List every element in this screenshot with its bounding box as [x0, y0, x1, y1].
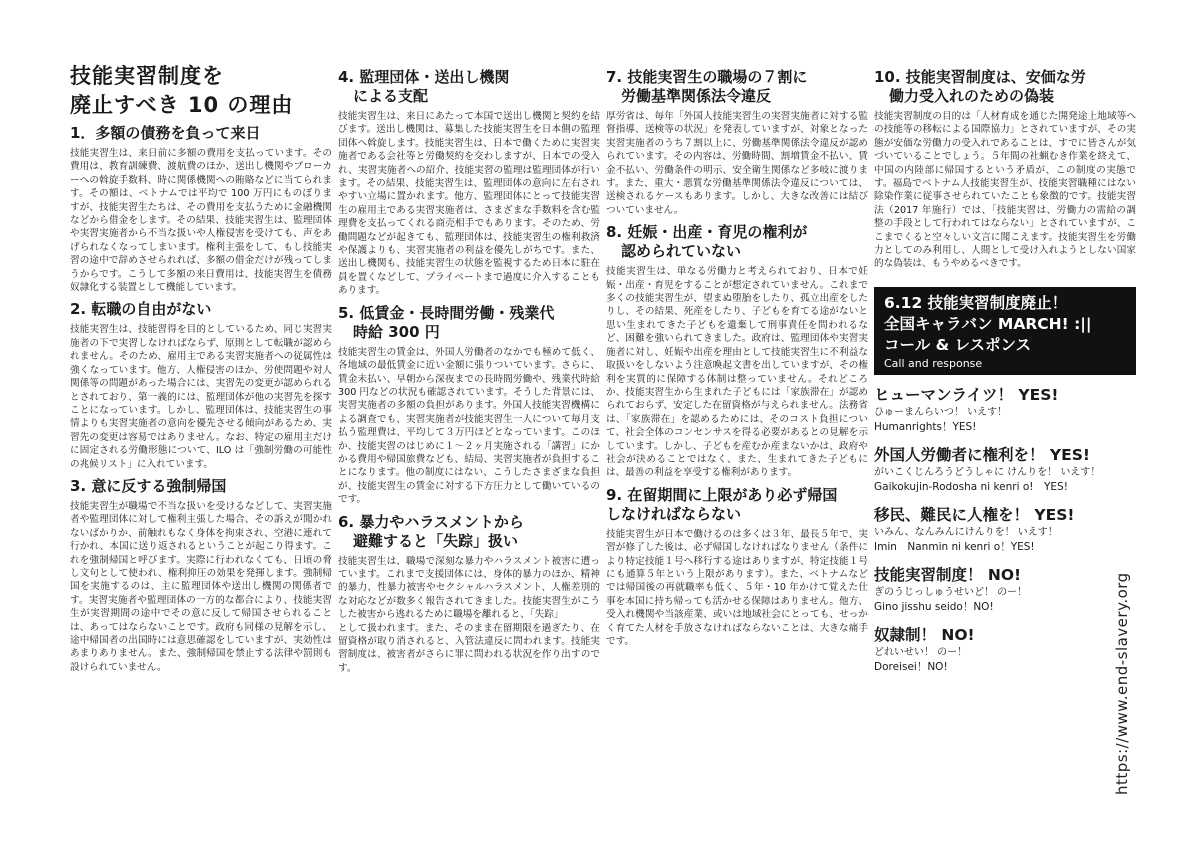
section-2-body: 技能実習生は、技能習得を目的としているため、同じ実習実施者の下で実習しなければならず、原則として転職が認められません。そのため、雇用主である実習実施者への従属性は強くなっています。他方、人権侵害のほか、労使問題や対人関係等の問題があった場合には、実習先の変更が認められるとされており、第一義的には、監理団体が他の実習先を探すことになっています。しかし、監理団体は、技能実習生の事情よりも実習実施者の意向を優先させる傾向があるため、実習先の変更は容易ではありません。なお、特定の雇用主だけに固定される労働形態について、ILO は「強制労働の可能性の兆候リスト」に入れています。 [70, 324, 332, 470]
section-6-title: 6. 暴力やハラスメントから 避難すると「失踪」扱い [338, 512, 524, 550]
section-7-body: 厚労省は、毎年「外国人技能実習生の実習実施者に対する監督指導、送検等の状況」を発表していますが、対象となった実習実施者のうち７割以上に、労働基準関係法令違反が認められています。その内容は、労働時間、割増賃金不払い、賃金不払い、労働条件の明示、安全衛生関係など多岐に渡ります。また、重大・悪質な労働基準関係法令違反については、送検されるケースもあります。しかし、大きな改善には結びついていません。 [606, 111, 868, 216]
banner-line-3: コール & レスポンス [884, 335, 1032, 354]
chant-kana: がいこくじんろうどうしゃに けんりを！ いえす！ [874, 466, 1101, 478]
section-8-body: 技能実習生は、単なる労働力と考えられており、日本で妊娠・出産・育児をすることが想定されていません。これまで多くの技能実習生が、望まぬ堕胎をしたり、孤立出産をしたりし、その結果、死産をしたり、子どもを育てる途がないと思い生まれてきた子どもを遺棄して刑事責任を問われるなど、困難を強いられてきました。政府は、監理団体や実習実施者に対し、妊娠や出産を理由として技能実習生に不利益な取扱いをしないよう注意喚起文書を出していますが、その権利を実質的に保障する体制は整っていません。それどころか、技能実習生から生まれた子どもには「家族滞在」が認められておらず、安定した在留資格が与えられません。法務省は、「家族滞在」を認めるためには、そのコスト負担について、社会全体のコンセンサスを得る必要があるとの見解を示しています。しかし、子どもを産むか産まないかは、政府や社会が決めることではなく、また、生まれてきた子どもには、最善の利益を享受する権利があります。 [606, 266, 868, 479]
chant-main: 奴隷制！ NO! [874, 625, 975, 644]
page-title: 技能実習制度を 廃止すべき 10 の理由 [70, 64, 294, 117]
section-3-title: 3. 意に反する強制帰国 [70, 476, 227, 495]
column-2 [338, 62, 600, 675]
section-6-body: 技能実習生は、職場で深刻な暴力やハラスメント被害に遭っています。これまで支援団体には、身体的暴力のほか、精神的暴力、性暴力被害やセクシャルハラスメント、人権差別的な対応などが数多く報告されてきました。技能実習生がこうした被害から逃れるために職場を離れると、「失踪」 として扱われます。また、そのまま在留期限を過ぎたり、在留資格が取り消されると、入管法違反に問われます。技能実習制度は、被害者がさらに罪に問われる状況を作り出すのです。 [338, 555, 600, 674]
website-url[interactable]: https://www.end-slavery.org [1113, 572, 1131, 795]
banner-line-1: 6.12 技能実習制度廃止！ [884, 293, 1068, 312]
chant-kana: ぎのうじっしゅうせいど！ のー！ [874, 586, 1028, 598]
chant-romaji: Gaikokujin-Rodosha ni kenri o! YES! [874, 480, 1068, 493]
chant-4 [874, 565, 1136, 615]
section-1-body: 技能実習生は、来日前に多額の費用を支払っています。その費用は、教育訓練費、渡航費のほか、送出し機関やブローカーへの斡旋手数料、時に関係機関への賄賂などに当てられます。その額は、ベトナムでは平均で 100 万円にものぼりますが、技能実習生たちは、その費用を支払うために金融機関などから借金をします。その結果、技能実習生は、監理団体や実習実施者から不当な扱いや人権侵害を受けても、声をあげられなくなってしまいます。権利主張をして、もし技能実習の途中で辞めさせられれば、多額の借金だけが残ってしまうからです。こうして多額の来日費用は、技能実習生を債務奴隷化する装置として機能しています。 [70, 148, 332, 294]
chant-3 [874, 505, 1136, 555]
chant-romaji: Humanrights！YES! [874, 420, 977, 433]
column-4 [874, 62, 1136, 675]
chant-5 [874, 625, 1136, 675]
banner-subtitle: Call and response [884, 356, 983, 370]
section-2-title: 2. 転職の自由がない [70, 300, 212, 319]
chant-main: ヒューマンライツ！ YES! [874, 385, 1059, 404]
column-1 [70, 62, 332, 674]
chant-romaji: Gino jisshu seido！NO! [874, 600, 994, 613]
section-9-body: 技能実習生が日本で働けるのは多くは３年、最長５年で、実習が修了した後は、必ず帰国しなければなりません（条件により特定技能１号へ移行する途はありますが、特定技能１号にも通算５年という上限があります）。また、ベトナムなどでは帰国後の再就職率も低く、５年・10 年かけて覚えた仕事を本国に持ち帰っても活かせる保障はありません。他方、受入れ機関や当該産業、或いは地域社会にとっても、せっかく育てた人材を手放さなければならないことは、大きな痛手です。 [606, 528, 868, 647]
section-9-title: 9. 在留期間に上限があり必ず帰国 しなければならない [606, 485, 838, 523]
chant-romaji: Doreisei！NO! [874, 660, 948, 673]
column-3 [606, 62, 868, 648]
section-4-title: 4. 監理団体・送出し機関 による支配 [338, 68, 510, 105]
chant-2 [874, 445, 1136, 495]
chant-kana: どれいせい！ のー！ [874, 646, 968, 658]
chant-main: 外国人労働者に権利を！ YES! [874, 445, 1090, 464]
chant-1 [874, 385, 1136, 435]
section-5-title: 5. 低賃金・長時間労働・残業代 時給 300 円 [338, 303, 555, 341]
chant-main: 移民、難民に人権を！ YES! [874, 505, 1075, 524]
section-1-title: 1．多額の債務を負って来日 [70, 124, 261, 142]
section-3-body: 技能実習生が職場で不当な扱いを受けるなどして、実習実施者や監理団体に対して権利主張した場合、その訴えが聞かれないばかりか、前触れもなく身体を拘束され、空港に連れて行かれ、本国に送り返されるということが起こり得ます。これを強制帰国と呼びます。実際に行われなくても、日頃の脅し文句として使われ、権利抑圧の効果を発揮します。強制帰国を実施するのは、主に監理団体や送出し機関の関係者です。実習実施者や監理団体の一方的な都合により、技能実習生が実習期間の途中でその意に反して帰国させられることは、あってはならないことです。政府も同様の見解を示し、途中帰国者の出国時には意思確認をしていますが、実効性はあまりありません。また、強制帰国を禁止する法律や罰則も設けられていません。 [70, 500, 332, 673]
section-10-title: 10. 技能実習制度は、安価な労 働力受入れのための偽装 [874, 68, 1086, 105]
section-10-body: 技能実習制度の目的は「人材育成を通じた開発途上地域等への技能等の移転による国際協力」とされていますが、その実態が安価な労働力の受入れであることは、すでに皆さんが気づいていることでしょう。５年間の社蝋むき作業を終えて、中国の内陸部に帰国するという矛盾が、この制度の実態です。福島でベトナム人技能実習生が、技能実習職種にはない除染作業に従事させられていたことも象徴的です。技能実習法（2017 年施行）では、「技能実習は、労働力の需給の調整の手段として行われてはならない」とされていますが、ここまでくると空々しい文言に聞こえます。技能実習生を労働力としてのみ利用し、人間として受け入れようとしない国家的な偽装は、もうやめるべきです。 [874, 111, 1136, 270]
banner-line-2: 全国キャラバン MARCH! :|| [884, 314, 1092, 333]
section-5-body: 技能実習生の賃金は、外国人労働者のなかでも極めて低く、各地域の最低賃金に近い金額に張りついています。さらに、賃金未払い、早朝から深夜までの長時間労働や、残業代時給 300 円などの状況も確認されています。そうした背景には、実習実施者の多額の負担があります。外国人技能実習機構による調査でも、実習実施者が技能実習生一人について毎月支払う監理費は、平均して３万円ほどとなっています。このほか、技能実習のはじめに１～２ヶ月実施される「講習」にかかる費用や帰国旅費なども、結局、実習実施者が負担することになります。他の制度にはない、こうしたさまざまな負担が、技能実習生の賃金に対する下方圧力として働いているのです。 [338, 346, 600, 506]
chant-kana: いみん、なんみんにけんりを！ いえす！ [874, 526, 1058, 538]
section-4-body: 技能実習生は、来日にあたって本国で送出し機関と契約を結びます。送出し機関は、募集した技能実習生を日本側の監理団体へ斡旋します。技能実習生は、日本で働くために実習実施者である会社等と労働契約を交わしますが、日本での受入れ、実習実施者への紹介、技能実習の監理は監理団体が行います。その結果、技能実習生は、監理団体の意向に左右されやすい立場に置かれます。他方、監理団体にとって技能実習生の雇用主である実習実施者は、さまざまな手数料を含む監理費を支払ってくれる商売相手でもあります。そのため、労働問題などが起きても、監理団体は、技能実習生の権利救済や保護よりも、実習実施者の利益を優先しがちです。また、送出し機関も、技能実習生の状態を監視するため日本に駐在員を置くなどして、プライベートまで過度に介入することもあります。 [338, 111, 600, 297]
section-7-title: 7. 技能実習生の職場の７割に 労働基準関係法令違反 [606, 68, 808, 105]
chant-kana: ひゅーまんらいつ！ いえす！ [874, 406, 1008, 418]
section-8-title: 8. 妊娠・出産・育児の権利が 認められていない [606, 223, 808, 261]
caravan-banner [874, 287, 1136, 375]
chant-main: 技能実習制度！ NO! [874, 565, 1022, 584]
chant-romaji: Imin Nanmin ni kenri o！YES! [874, 540, 1035, 553]
